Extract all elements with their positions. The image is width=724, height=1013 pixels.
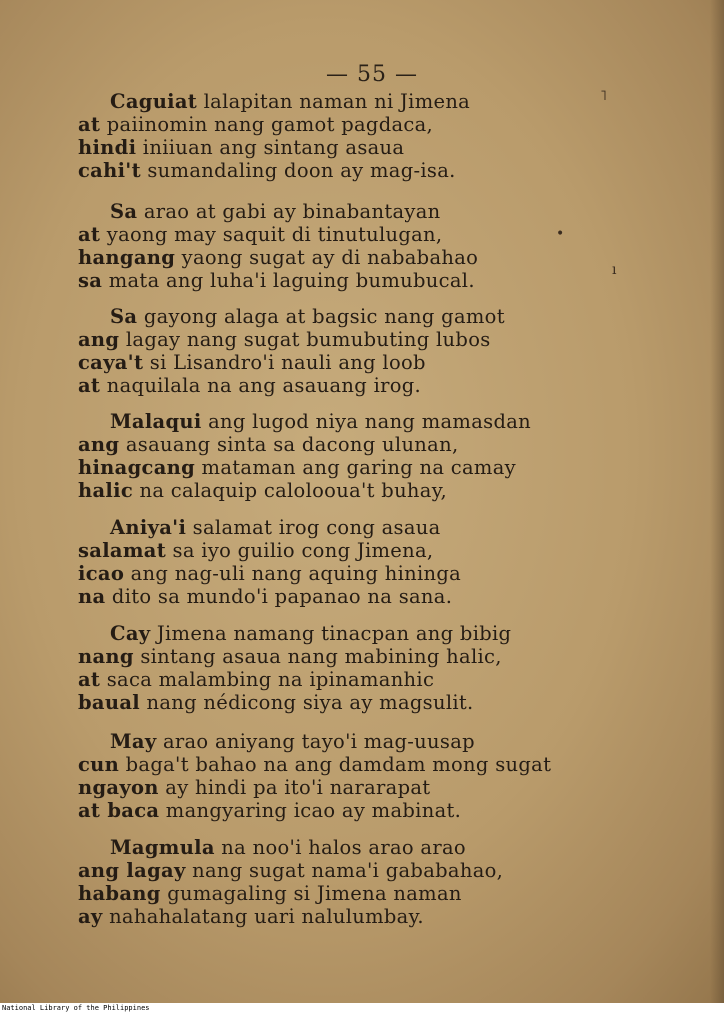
verse-line-text: yaong may saquit di tinutulugan, bbox=[100, 223, 443, 246]
verse-line-text: arao at gabi ay binabantayan bbox=[137, 200, 441, 223]
verse-line-lead-word: ang lagay bbox=[78, 859, 186, 882]
verse-line-lead-word: ay bbox=[78, 905, 103, 928]
verse-line-text: mataman ang garing na camay bbox=[195, 456, 516, 479]
verse-line bbox=[78, 539, 558, 562]
verse-line bbox=[78, 200, 558, 223]
verse-line-text: lalapitan naman ni Jimena bbox=[197, 90, 471, 113]
verse-line-text: saca malambing na ipinamanhic bbox=[100, 668, 435, 691]
verse-line-text: paiinomin nang gamot pagdaca, bbox=[100, 113, 434, 136]
verse-line bbox=[78, 351, 558, 374]
verse-line-lead-word: May bbox=[110, 730, 157, 753]
verse-line bbox=[78, 136, 558, 159]
stanza-6 bbox=[78, 622, 558, 714]
verse-line bbox=[78, 305, 558, 328]
stanza-4 bbox=[78, 410, 558, 502]
verse-line-text: sa iyo guilio cong Jimena, bbox=[166, 539, 434, 562]
verse-line-text: salamat irog cong asaua bbox=[186, 516, 441, 539]
verse-line-text: mangyaring icao ay mabinat. bbox=[159, 799, 462, 822]
verse-line bbox=[78, 622, 558, 645]
verse-line-lead-word: Sa bbox=[110, 200, 138, 223]
stanza-5 bbox=[78, 516, 558, 608]
verse-line-lead-word: ang bbox=[78, 433, 120, 456]
verse-line-lead-word: habang bbox=[78, 882, 161, 905]
verse-line-text: Jimena namang tinacpan ang bibig bbox=[150, 622, 512, 645]
verse-line bbox=[78, 859, 558, 882]
verse-line-lead-word: sa bbox=[78, 269, 103, 292]
verse-line-lead-word: caya't bbox=[78, 351, 144, 374]
verse-line bbox=[78, 246, 558, 269]
verse-line-lead-word: baual bbox=[78, 691, 140, 714]
margin-mark-tick: ı bbox=[612, 262, 617, 278]
verse-line-lead-word: at bbox=[78, 113, 101, 136]
verse-line bbox=[78, 516, 558, 539]
verse-line-text: ang nag-uli nang aquing hininga bbox=[124, 562, 462, 585]
verse-line bbox=[78, 374, 558, 397]
verse-line-text: na calaquip calolooua't buhay, bbox=[133, 479, 447, 502]
verse-line bbox=[78, 479, 558, 502]
verse-line bbox=[78, 328, 558, 351]
verse-line bbox=[78, 691, 558, 714]
verse-line bbox=[78, 269, 558, 292]
verse-line bbox=[78, 410, 558, 433]
verse-line-lead-word: cun bbox=[78, 753, 120, 776]
verse-line bbox=[78, 562, 558, 585]
stanza-2 bbox=[78, 200, 558, 292]
verse-line bbox=[78, 799, 558, 822]
verse-line-text: arao aniyang tayo'i mag-uusap bbox=[156, 730, 475, 753]
verse-line-lead-word: at bbox=[78, 668, 101, 691]
page-edge-shadow bbox=[710, 0, 724, 1003]
verse-line bbox=[78, 730, 558, 753]
library-credit: National Library of the Philippines bbox=[2, 1004, 150, 1012]
verse-line bbox=[78, 90, 558, 113]
verse-line-lead-word: Cay bbox=[110, 622, 151, 645]
verse-line-text: dito sa mundo'i papanao na sana. bbox=[105, 585, 453, 608]
verse-line-lead-word: cahi't bbox=[78, 159, 141, 182]
verse-line-lead-word: ang bbox=[78, 328, 120, 351]
verse-line-text: yaong sugat ay di nababahao bbox=[175, 246, 479, 269]
verse-line-lead-word: hindi bbox=[78, 136, 137, 159]
verse-line-lead-word: Sa bbox=[110, 305, 138, 328]
verse-line-text: baga't bahao na ang damdam mong sugat bbox=[119, 753, 552, 776]
verse-line-text: gayong alaga at bagsic nang gamot bbox=[137, 305, 505, 328]
stanza-3 bbox=[78, 305, 558, 397]
verse-line bbox=[78, 882, 558, 905]
verse-line-lead-word: hinagcang bbox=[78, 456, 196, 479]
verse-line bbox=[78, 159, 558, 182]
verse-line bbox=[78, 645, 558, 668]
verse-line bbox=[78, 836, 558, 859]
verse-line-lead-word: halic bbox=[78, 479, 134, 502]
verse-line-text: asauang sinta sa dacong ulunan, bbox=[119, 433, 459, 456]
verse-line-text: na noo'i halos arao arao bbox=[214, 836, 466, 859]
verse-line-text: nang nédicong siya ay magsulit. bbox=[140, 691, 474, 714]
verse-line-text: si Lisandro'i nauli ang loob bbox=[143, 351, 426, 374]
verse-line-text: naquilala na ang asauang irog. bbox=[100, 374, 422, 397]
verse-line-lead-word: Magmula bbox=[110, 836, 215, 859]
verse-line-lead-word: na bbox=[78, 585, 106, 608]
verse-line bbox=[78, 905, 558, 928]
verse-line-text: iniiuan ang sintang asaua bbox=[136, 136, 405, 159]
verse-line-text: nang sugat nama'i gababahao, bbox=[185, 859, 504, 882]
verse-line-lead-word: at bbox=[78, 374, 101, 397]
stanza-8 bbox=[78, 836, 558, 928]
verse-line-text: mata ang luha'i laguing bumubucal. bbox=[102, 269, 475, 292]
verse-line-text: nahahalatang uari nalulumbay. bbox=[102, 905, 424, 928]
page-number: — 55 — bbox=[326, 62, 418, 87]
stanza-7 bbox=[78, 730, 558, 822]
verse-line-lead-word: salamat bbox=[78, 539, 167, 562]
verse-line bbox=[78, 668, 558, 691]
verse-line bbox=[78, 456, 558, 479]
verse-line-text: sintang asaua nang mabining halic, bbox=[133, 645, 502, 668]
verse-line bbox=[78, 585, 558, 608]
margin-mark-dot: • bbox=[556, 226, 565, 242]
verse-line-lead-word: Caguiat bbox=[110, 90, 198, 113]
verse-line bbox=[78, 776, 558, 799]
verse-line bbox=[78, 753, 558, 776]
verse-line-text: lagay nang sugat bumubuting lubos bbox=[119, 328, 491, 351]
verse-line-lead-word: at baca bbox=[78, 799, 160, 822]
verse-line-lead-word: ngayon bbox=[78, 776, 159, 799]
verse-line-lead-word: icao bbox=[78, 562, 125, 585]
verse-line-lead-word: hangang bbox=[78, 246, 176, 269]
verse-line-lead-word: Aniya'i bbox=[110, 516, 187, 539]
verse-line-lead-word: at bbox=[78, 223, 101, 246]
verse-line-text: ay hindi pa ito'i nararapat bbox=[158, 776, 431, 799]
verse-line-text: gumagaling si Jimena naman bbox=[160, 882, 462, 905]
verse-line bbox=[78, 433, 558, 456]
verse-line-lead-word: nang bbox=[78, 645, 134, 668]
verse-line-text: ang lugod niya nang mamasdan bbox=[201, 410, 532, 433]
verse-line-lead-word: Malaqui bbox=[110, 410, 202, 433]
verse-line bbox=[78, 223, 558, 246]
verse-line-text: sumandaling doon ay mag-isa. bbox=[140, 159, 456, 182]
verse-line bbox=[78, 113, 558, 136]
stanza-1 bbox=[78, 90, 558, 182]
margin-mark-bracket: ˥ bbox=[600, 88, 607, 104]
